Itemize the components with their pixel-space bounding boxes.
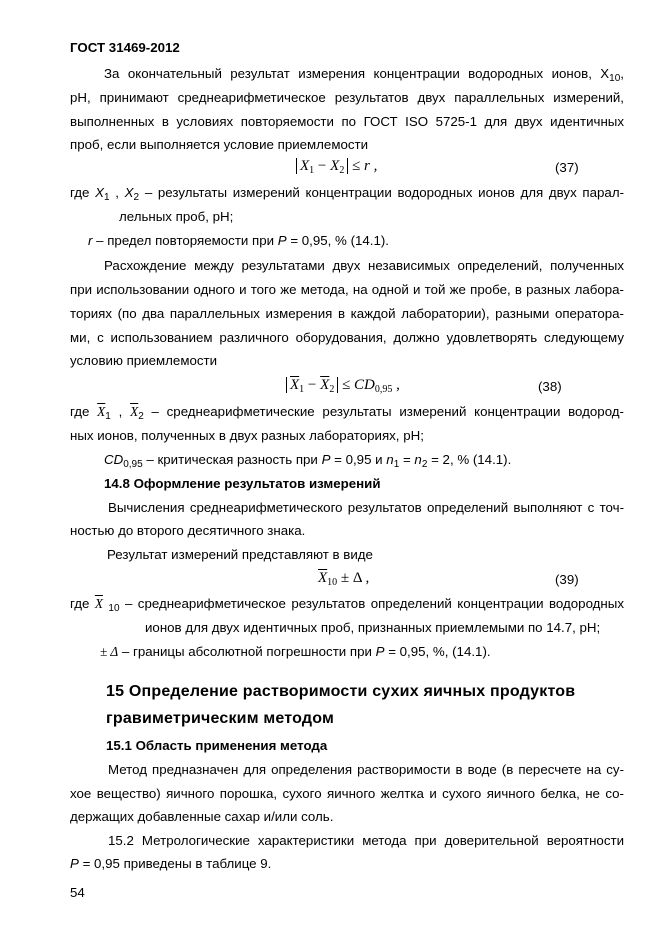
section-15-title-line-2-wrap [106,711,334,727]
equation-38: $\overline{X}_1 - \overline{X}_2 \le CD_{0,95}$ , [286,377,400,398]
p5-line-3: держащих добавленные сахар и/или соль. [70,809,334,824]
where37-r-line: r – предел повторяемости при P = 0,95, % (14.1). [88,233,389,248]
where38-line-1: где $\overline{X}_1$ , $\overline{X}_2$ – среднеарифметические результаты измерений концентрации водород- [70,404,624,422]
p4-line: Результат измерений представляют в виде [107,547,373,562]
where37-line-1: где $X_1$ , $X_2$ – результаты измерений концентрации водородных ионов для двух парал- [70,185,625,203]
where39-line-1: где $\overline{X}$ $_{10}$ – среднеарифметическое результатов определений концентрации водородных [70,596,624,614]
p2-line-3: ториях (по два параллельных измерения в каждой лаборатории), разными оператора- [70,306,624,321]
where38-cd-line: $CD_{0,95}$ – критическая разность при P = 0,95 и $n_1 = n_2 = 2$, % (14.1). [104,452,512,470]
p6-line-2: P = 0,95 приведены в таблице 9. [70,856,272,871]
p2-line-2: при использовании одного и того же метода, на одной и той же пробе, в разных лабора- [70,282,624,297]
p3-line-2: ностью до второго десятичного знака. [70,523,306,538]
p5-line-2: хое вещество) яичного порошка, сухого яичного желтка и сухого яичного белка, не со- [70,786,624,801]
section-15-1-title: 15.1 Область применения метода [106,738,328,753]
where37-line-2: лельных проб, pH; [119,209,234,224]
p2-line-5: условию приемлемости [70,353,218,368]
equation-38-number: (38) [538,379,562,394]
p3-line-1: Вычисления среднеарифметического результатов определений выполняют с точ- [108,500,624,515]
equation-39: $\overline{X}_{10} \pm \Delta$ , [318,570,370,588]
equation-37: $X_1 - X_2 \le r$ , [296,158,377,179]
where38-line-2: ных ионов, полученных в двух разных лабораториях, pH; [70,428,424,443]
p1-line-1: За окончательный результат измерения концентрации водородных ионов, $X_{10}$, [104,66,624,84]
page-number: 54 [70,885,85,900]
standard-header: ГОСТ 31469-2012 [70,40,180,55]
p1-line-4: проб, если выполняется условие приемлемости [70,137,369,152]
equation-39-number: (39) [555,572,579,587]
section-15-title [106,684,575,700]
p6-line-1: 15.2 Метрологические характеристики метода при доверительной вероятности [108,833,624,848]
equation-37-number: (37) [555,160,579,175]
section-15-title-line-1: 15 Определение растворимости сухих яичных продуктов [106,683,576,700]
where39-pm-line: ± Δ – границы абсолютной погрешности при P = 0,95, %, (14.1). [100,644,491,659]
section-14-8-title: 14.8 Оформление результатов измерений [104,476,381,491]
where39-line-2: ионов для двух идентичных проб, признанных приемлемыми по 14.7, pH; [145,620,601,635]
p1-line-2: pH, принимают среднеарифметическое результатов двух параллельных измерений, [70,90,624,105]
p1-line-3: выполненных в условиях повторяемости по ГОСТ ISO 5725-1 для двух идентичных [70,114,624,129]
section-15-title-line-2: гравиметрическим методом [106,710,335,727]
p2-line-1: Расхождение между результатами двух независимых определений, полученных [104,258,624,273]
p5-line-1: Метод предназначен для определения растворимости в воде (в пересчете на су- [108,762,624,777]
p2-line-4: ми, с использованием различного оборудования, должно удовлетворять следующему [70,330,624,345]
